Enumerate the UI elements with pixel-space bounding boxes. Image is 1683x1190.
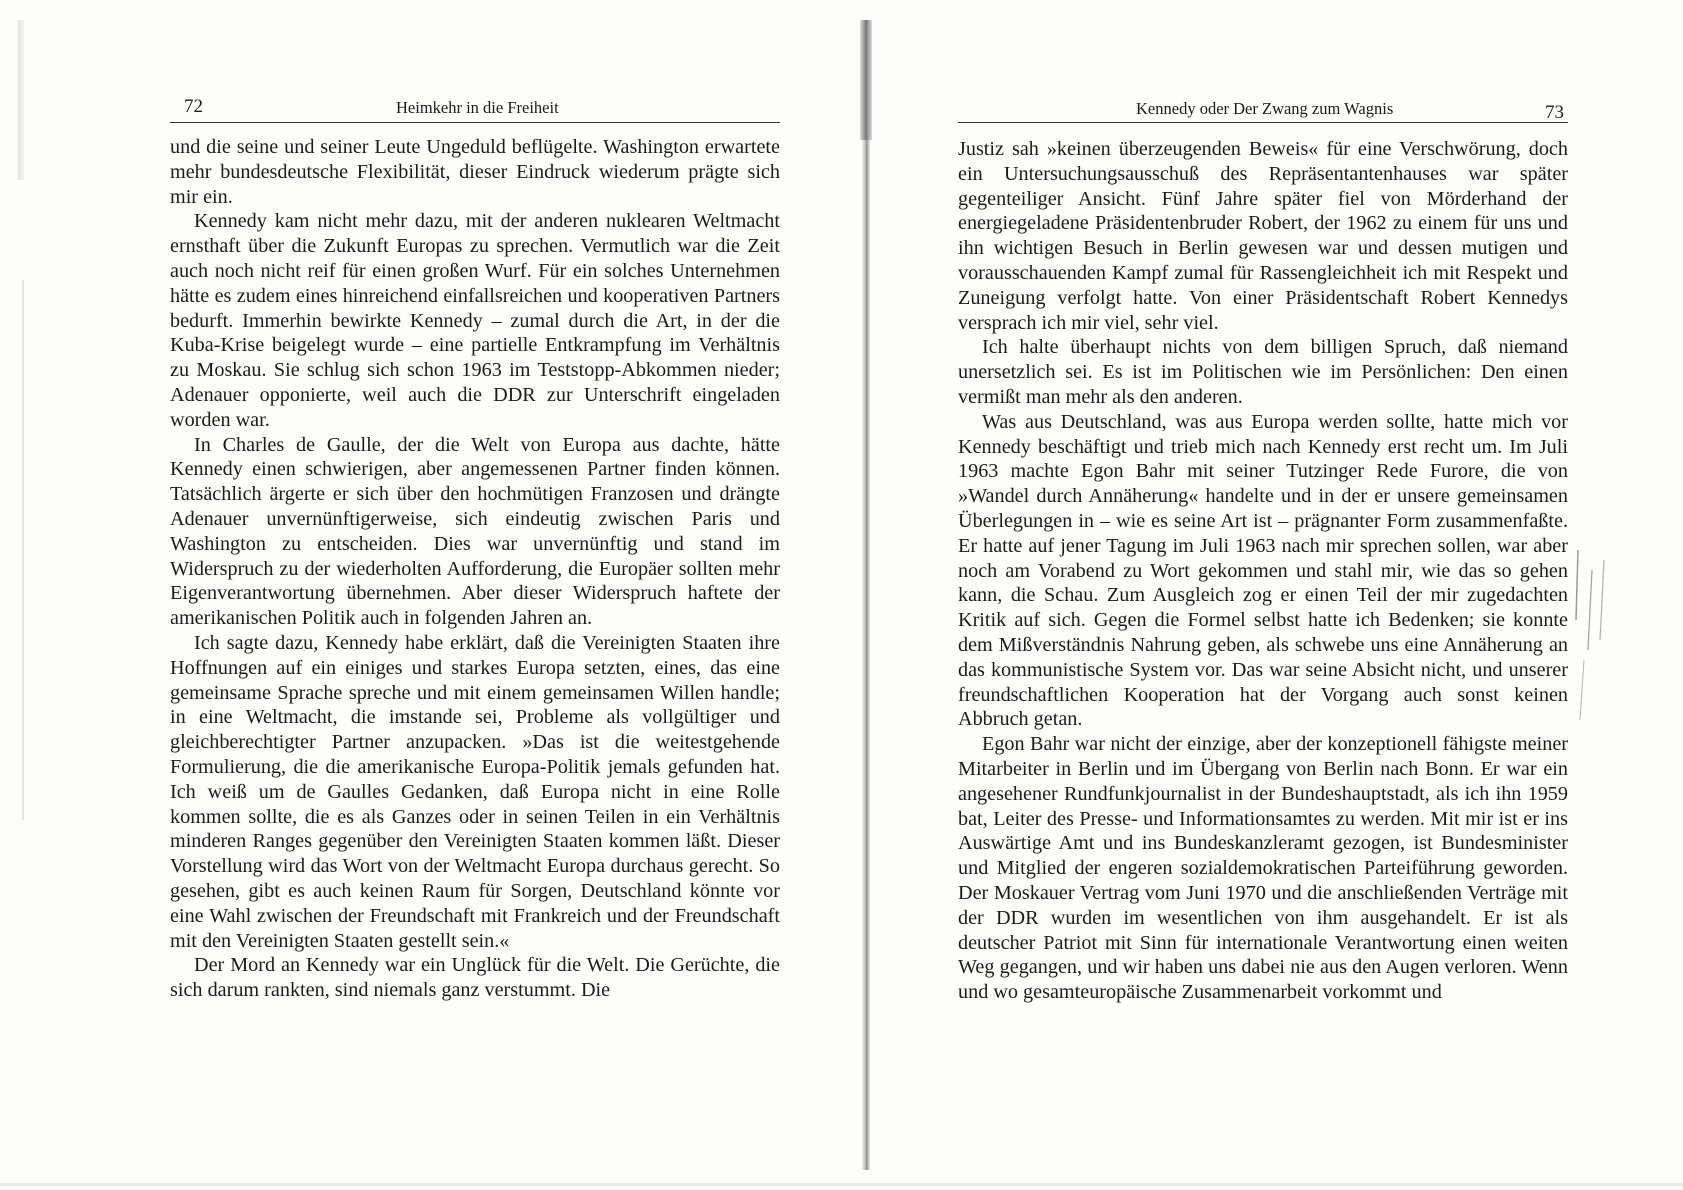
pencil-margin-mark: [1570, 540, 1630, 740]
left-paragraph: Ich sagte dazu, Kennedy habe erklärt, daß die Vereinigten Staaten ihre Hoffnungen auf ein einiges und starkes Europa setzten, eines, das eine gemeinsame Sprache spreche und mit einem gemeinsamen Willen handle; in eine Weltmacht, die imstande sei, Probleme als vollgültiger und gleichberechtigter Partner anzupacken. »Das ist die weitestgehende Formulierung, die die amerikanische Europa-Politik jemals gefunden hat. Ich weiß um de Gaulles Gedanken, daß Europa nicht in eine Rolle kommen sollte, die es als Ganzes oder in seinen Teilen in ein Verhältnis minderen Ranges gegenüber den Vereinigten Staaten kommen läßt. Dieser Vorstellung wird das Wort von der Weltmacht Europa durchaus gerecht. So gesehen, gibt es auch keinen Raum für Sorgen, Deutschland könnte vor eine Wahl zwischen der Freundschaft mit Frankreich und der Freundschaft mit den Vereinigten Staaten gestellt sein.«: [170, 631, 780, 952]
left-paragraph: Kennedy kam nicht mehr dazu, mit der anderen nuklearen Weltmacht ernsthaft über die Zukunft Europas zu sprechen. Vermutlich war die Zeit auch noch nicht reif für einen großen Wurf. Für ein solches Unternehmen hätte es zudem eines hinreichend einfallsreichen und kooperativen Partners bedurft. Immerhin bewirkte Kennedy – zumal durch die Art, in der die Kuba-Krise beigelegt wurde – eine partielle Entkrampfung im Verhältnis zu Moskau. Sie schlug sich schon 1963 im Teststopp-Abkommen nieder; Adenauer opponierte, weil auch die DDR zur Unterschrift eingeladen worden war.: [170, 210, 780, 431]
right-page: [958, 92, 1568, 1005]
scan-edge-line: [22, 280, 24, 820]
book-gutter-top: [860, 20, 872, 140]
left-running-head-title: Heimkehr in die Freiheit: [396, 98, 559, 117]
left-paragraph: Der Mord an Kennedy war ein Unglück für die Welt. Die Gerüchte, die sich darum rankten, sind niemals ganz verstummt. Die: [170, 954, 780, 1002]
book-gutter: [862, 20, 870, 1170]
right-body-text: [958, 137, 1568, 1005]
left-page-number: 72: [184, 96, 203, 117]
scan-bottom-edge: [0, 1183, 1683, 1186]
right-paragraph: Was aus Deutschland, was aus Europa werden sollte, hatte mich vor Kennedy beschäftigt und trieb mich nach Kennedy erst recht um. Im Juli 1963 machte Egon Bahr mit seiner Tutzinger Rede Furore, die von »Wandel durch Annäherung« handelte und in der er unsere gemeinsamen Überlegungen in – wie es seine Art ist – prägnanter Form zusammenfaßte. Er hatte auf jener Tagung im Juli 1963 nach mir sprechen sollen, war aber noch am Vorabend zu Wort gekommen und stahl mir, wie das so gehen kann, die Schau. Zum Ausgleich zog er einen Teil der mir zugedachten Kritik auf sich. Gegen die Formel selbst hatte ich Bedenken; sie konnte dem Mißverständnis Nahrung geben, als schwebe uns eine Annäherung an das kommunistische System vor. Das war seine Absicht nicht, und unserer freundschaftlichen Kooperation hat der Vorgang auch sonst keinen Abbruch getan.: [958, 410, 1568, 731]
right-paragraph: Ich halte überhaupt nichts von dem billigen Spruch, daß niemand unersetzlich sei. Es ist im Politischen wie im Persönlichen: Den einen vermißt man mehr als den anderen.: [958, 336, 1568, 408]
right-paragraph: Justiz sah »keinen überzeugenden Beweis« für eine Verschwörung, doch ein Untersuchungsausschuß des Repräsentantenhauses war später gegenteiliger Ansicht. Fünf Jahre später fiel von Mörderhand der energiegeladene Präsidentenbruder Robert, der 1962 zu einem für uns und ihn wichtigen Besuch in Berlin gewesen war und dessen mutigen und vorausschauenden Kampf zumal für Rassengleichheit ich mit Respekt und Zuneigung verfolgt hatte. Von einer Präsidentschaft Robert Kennedys versprach ich mir viel, sehr viel.: [958, 138, 1568, 334]
right-paragraph: Egon Bahr war nicht der einzige, aber der konzeptionell fähigste meiner Mitarbeiter in Berlin und im Übergang von Berlin nach Bonn. Er war ein angesehener Rundfunkjournalist in der Bundeshauptstadt, als ich ihn 1959 bat, Leiter des Presse- und Informationsamtes zu werden. Mit mir ist er ins Auswärtige Amt und ins Bundeskanzleramt gezogen, ist Bundesminister und Mitglied der engeren sozialdemokratischen Parteiführung geworden. Der Moskauer Vertrag vom Juni 1970 und die anschließenden Verträge mit der DDR wurden im wesentlichen von ihm ausgehandelt. Er ist als deutscher Patriot mit Sinn für internationale Verantwortung einen weiten Weg gegangen, und wir haben uns dabei nie aus den Augen verloren. Wenn und wo gesamteuropäische Zusammenarbeit vorkommt und: [958, 733, 1568, 1004]
left-paragraph: und die seine und seiner Leute Ungeduld beflügelte. Washington erwartete mehr bundesdeutsche Flexibilität, dieser Eindruck wiederum prägte sich mir ein.: [170, 136, 780, 208]
left-running-head: [170, 92, 780, 123]
right-running-head-title: Kennedy oder Der Zwang zum Wagnis: [1136, 99, 1394, 118]
left-paragraph: In Charles de Gaulle, der die Welt von Europa aus dachte, hätte Kennedy einen schwierigen, aber angemessenen Partner finden können. Tatsächlich ärgerte er sich über den hochmütigen Franzosen und drängte Adenauer unvernünftigerweise, sich eindeutig zwischen Paris und Washington zu entscheiden. Dies war unvernünftig und stand im Widerspruch zu der wiederholten Aufforderung, die Europäer sollten mehr Eigenverantwortung übernehmen. Aber dieser Widerspruch haftete der amerikanischen Politik auch in folgenden Jahren an.: [170, 433, 780, 630]
right-page-number: 73: [1545, 102, 1564, 123]
right-running-head: [958, 92, 1568, 123]
scan-edge-shadow: [18, 20, 24, 180]
left-page: [170, 92, 780, 1003]
left-body-text: [170, 135, 780, 1003]
